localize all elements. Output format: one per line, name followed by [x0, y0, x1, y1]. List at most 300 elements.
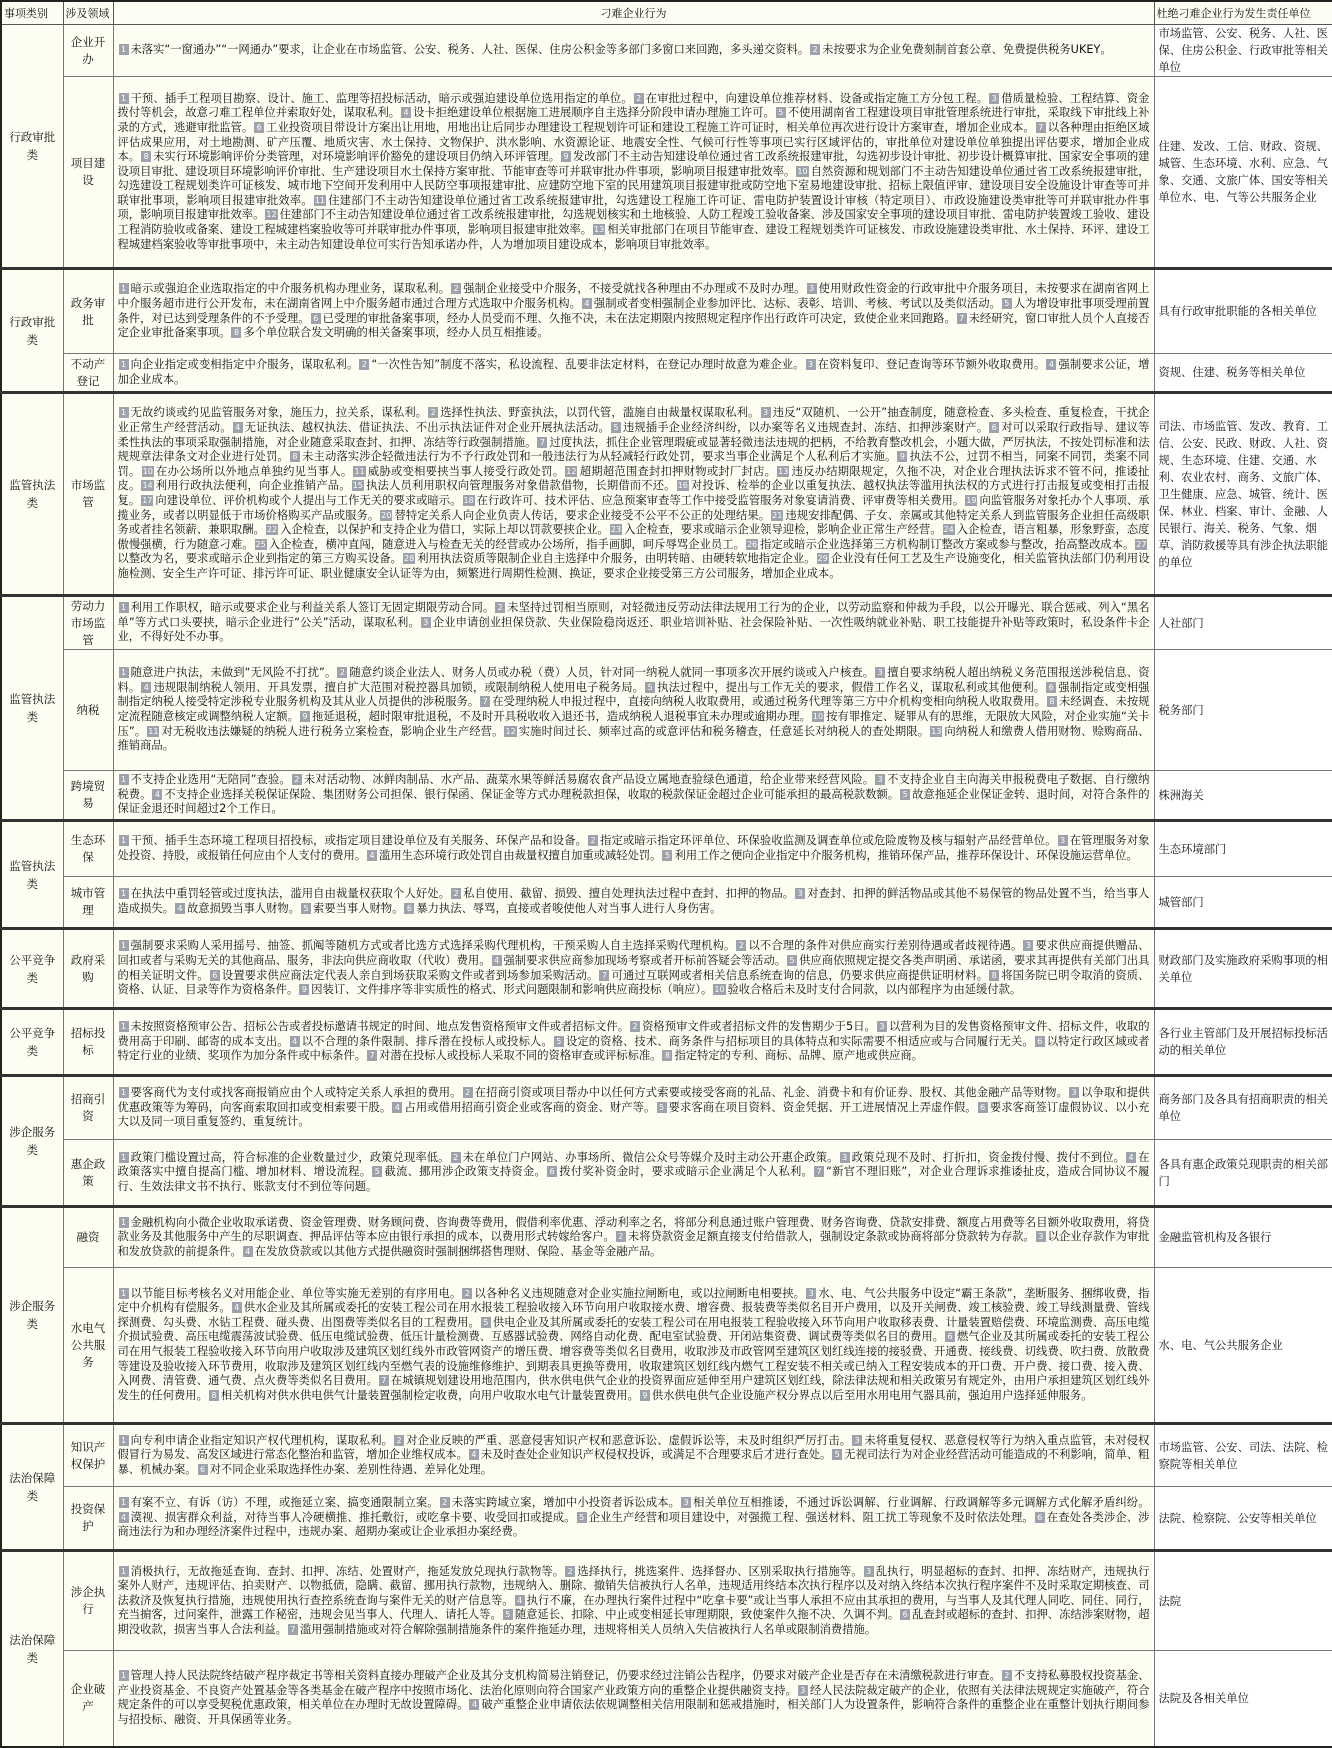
item-number-badge: 13 [594, 225, 605, 235]
behavior-item: 滥用强制措施或对符合解除强制措施条件的案件拖延办理，违规将相关人员纳入失信被执行人名单或限制消费措施。 [299, 1622, 877, 1636]
header-responsible: 杜绝刁难企业行为发生责任单位 [1154, 1, 1332, 25]
behavior-item: 在执法中重罚轻管或过度执法，滥用自由裁量权获取个人好处。 [130, 887, 451, 901]
behavior-item: 按有罪推定、疑罪从有的思维，无限放大风险，对企业实施“关卡压”。 [117, 710, 1150, 738]
behavior-item: 在资料复印、登记查询等环节额外收取费用。 [817, 357, 1046, 371]
field-cell: 水电气公共服务 [63, 1268, 113, 1424]
behavior-item: 工业投资项目带设计方案出让用地，用地出让后同步办理建设工程规划许可证和建设工程施工许可证时，相关单位再次进行设计方案审查，增加企业成本。 [266, 120, 1035, 134]
behavior-item: 利用工作之便向企业指定中介服务机构，推销环保产品，推荐环保设计、环保设施运营单位。 [674, 849, 1138, 862]
item-number-badge: 5 [657, 1102, 667, 1113]
item-number-badge: 5 [372, 1166, 382, 1177]
table-row [1, 269, 1332, 354]
behavior-item: 未经调查、未按规定流程随意核定或调整纳税人定额。 [117, 695, 1150, 723]
behavior-item: 强制企业接受中介服务，不接受就找各种理由不办理或不及时办理。 [463, 282, 806, 296]
behavior-item: 随意进户执法，未做到“无风险不打扰”。 [130, 666, 337, 680]
behavior-item: 破产重整企业申请依法依规调整相关信用限制和惩戒措施时，相关部门人为设置条件，影响符合条件的重整企业在重整计划执行期间参与招投标、融资、开具保函等业务。 [117, 1698, 1150, 1726]
behavior-item: 不支持企业选择关税保证保险、集团财务公司担保、银行保函、保证金等方式办理税款担保，收取的税款保证金超过企业可能承担的最高税款数额。 [164, 787, 900, 801]
behavior-item: 利用工作职权，暗示或要求企业与利益关系人签订无固定期限劳动合同。 [130, 601, 495, 615]
item-number-badge: 4 [141, 682, 151, 693]
item-number-badge: 5 [554, 1036, 564, 1047]
field-cell: 劳动力市场监管 [63, 596, 113, 650]
behavior-item: 对潜在投标人或投标人采取不同的资格审查或评标标准。 [379, 1049, 662, 1063]
behavior-item: 供电企业及其所属或委托的安装工程公司在用电报装工程验收接入环节向用户收取移表费、计量装置赔偿费、环境监测费、高压电缆介损试验费、高压电缆震荡波试验费、低压电缆试验费、低压计量检测费、互感器试验费、网络自动化费、配电室试验费、开闭站集资费、调试费等类似名目的费用。 [117, 1315, 1150, 1344]
item-number-badge: 16 [677, 481, 688, 491]
item-number-badge: 6 [198, 1464, 208, 1475]
category-cell: 法治保障类 [1, 1551, 63, 1747]
item-number-badge: 4 [232, 1302, 242, 1313]
behavior-item: 无证执法、越权执法、借证执法、不出示执法证件对企业开展执法活动。 [244, 421, 610, 435]
behavior-item: 向纳税人和缴费人借用财物、赊购商品、推销商品。 [117, 724, 1150, 753]
behavior-item: 执法过程中，提出与工作无关的要求，假借工作名义，谋取私利或其他便利。 [657, 680, 1046, 694]
behavior-item: 以营利为目的发售资格预审文件、招标文件，收取的费用高于印刷、邮寄的成本支出。 [117, 1020, 1150, 1048]
item-number-badge: 5 [481, 1317, 491, 1328]
item-number-badge: 5 [832, 1449, 842, 1460]
field-cell: 纳税 [63, 650, 113, 771]
item-number-badge: 8 [141, 151, 151, 162]
item-number-badge: 2 [440, 1497, 450, 1508]
table-row [1, 77, 1332, 269]
field-cell: 招标投标 [63, 1009, 113, 1076]
responsible-unit-cell: 法院及各相关单位 [1154, 1651, 1332, 1747]
item-number-badge: 2 [616, 1231, 626, 1242]
item-number-badge: 11 [314, 195, 325, 205]
behavior-item: 未落实“一窗通办”“一网通办”要求，让企业在市场监管、公安、税务、人社、医保、住房公积金等多部门多窗口来回跑，多头递交资料。 [130, 43, 810, 57]
field-cell: 项目建设 [63, 77, 113, 269]
behavior-item: 要求客商在项目资料、资金凭据、开工进展情况上弄虚作假。 [668, 1100, 977, 1114]
item-number-badge: 8 [989, 970, 999, 981]
responsible-unit-cell: 资规、住建、税务等相关单位 [1154, 354, 1332, 393]
behavior-item: 违规安排配偶、子女、亲属或其他特定关系人到监管服务企业担任高级职务或者挂名领薪、兼职取酬。 [117, 508, 1150, 537]
category-cell: 监管执法类 [1, 821, 63, 929]
behavior-item: 故意损毁当事人财物。 [187, 902, 300, 915]
behavior-item: 违反“双随机、一公开”抽查制度，随意检查、多头检查、重复检查，干扰企业正常生产经营活动。 [117, 406, 1150, 435]
behavior-item: 入企检查，以保护和支持企业为借口，实际上却以罚款要挟企业。 [280, 523, 609, 537]
behavior-item: 有案不立、有诉（访）不理，或拖延立案、搞变通限制立案。 [130, 1496, 439, 1510]
table-row [1, 1651, 1332, 1747]
behavior-item: 选择执行，挑选案件、选择督办、区别采取执行措施等。 [577, 1564, 863, 1578]
behavior-item: 设卡拒绝建设单位根据施工进展顺序自主选择分阶段申请办理施工许可。 [413, 106, 775, 120]
field-cell: 涉企执行 [63, 1551, 113, 1651]
behavior-item: 强制指定或变相强制指定纳税人接受特定涉税专业服务机构及其从业人员提供的涉税服务。 [117, 680, 1150, 709]
item-number-badge: 1 [119, 44, 129, 55]
item-number-badge: 5 [1002, 298, 1012, 309]
item-number-badge: 4 [1126, 1152, 1136, 1163]
item-number-badge: 2 [810, 44, 820, 55]
behavior-item: 相关审批部门在项目节能审查、建设工程规划类许可证核发、市政设施建设类审批、水土保持、环评、建设工程城建档案验收等审批事项中，未主动告知建设单位可实行告知承诺办件，人为增加项目建设成本，影响项目审批效率。 [117, 223, 1150, 251]
table-row [1, 1268, 1332, 1424]
item-number-badge: 4 [515, 1595, 525, 1606]
behavior-item: 未及时查处企业知识产权侵权投诉，或满足不合理要求后才进行查处。 [480, 1448, 832, 1462]
item-number-badge: 3 [875, 667, 885, 678]
item-number-badge: 1 [119, 667, 129, 678]
behavior-item: 发改部门不主动告知建设单位通过省工改系统报建审批，勾选初步设计审批、初步设计概算审批、国家安全事项的建设项目审批、建设项目环境影响评价审批、生产建设项目水土保持方案审批、节能审查等可并联审批办件事项，影响项目报建审批效率。 [117, 150, 1150, 178]
table-row [1, 354, 1332, 393]
behavior-item: 未按照资格预审公告、招标公告或者投标邀请书规定的时间、地点发售资格预审文件或者招标文件。 [130, 1020, 630, 1034]
item-number-badge: 7 [537, 437, 547, 448]
item-number-badge: 21 [772, 510, 783, 520]
category-cell: 公平竞争类 [1, 1009, 63, 1076]
item-number-badge: 2 [1002, 1670, 1012, 1681]
item-number-badge: 29 [817, 554, 828, 564]
item-number-badge: 4 [401, 107, 411, 118]
category-cell: 涉企服务类 [1, 1207, 63, 1424]
behavior-item: 多个单位联合发文明确的相关备案事项，经办人员互相推诿。 [243, 326, 549, 340]
behavior-item: 未主动落实涉企轻微违法行为不予行政处罚和一般违法行为从轻减轻行政处罚，要求当事企业满足个人私利后才实施。 [301, 450, 897, 464]
table-row [1, 1009, 1332, 1076]
item-number-badge: 3 [989, 93, 999, 104]
behavior-item: 指定或暗示指定环评单位、环保验收监测及调查单位或危险废物及核与辐射产品经营单位。 [600, 834, 1057, 848]
behavior-item: 企业生产经营和项目建设中，对强揽工程、强送材料、阻工扰工等现象不及时依法处理。 [588, 1510, 1034, 1524]
item-number-badge: 6 [210, 970, 220, 981]
responsible-unit-cell: 水、电、气公共服务企业 [1154, 1268, 1332, 1424]
behavior-item: 未将重复侵权、恶意侵权等行为纳入重点监管，未对侵权假冒行为易发、高发区域进行常态化整治和监管，增加企业维权成本。 [117, 1433, 1150, 1462]
behavior-item: 占用或借用招商引资企业或客商的资金、财产等。 [404, 1100, 656, 1114]
item-number-badge: 1 [119, 283, 129, 294]
field-cell: 融资 [63, 1207, 113, 1268]
table-row [1, 1424, 1332, 1487]
item-number-badge: 7 [367, 1050, 377, 1061]
item-number-badge: 8 [290, 451, 300, 462]
behavior-cell [113, 650, 1154, 771]
behavior-item: 以企业存款作为审批和发放贷款的前提条件。 [117, 1230, 1150, 1258]
behavior-item: 指定特定的专利、商标、品牌、原产地或供应商。 [674, 1049, 924, 1063]
behavior-item: “新官不理旧账”，对企业合理诉求推诿扯皮，造成合同协议不履行、生效法律文书不执行、账款支付不到位等问题。 [117, 1165, 1150, 1193]
item-number-badge: 2 [428, 407, 438, 418]
field-cell: 招商引资 [63, 1076, 113, 1140]
table-body [1, 25, 1332, 1747]
behavior-item: 乱执行，明显超标的查封、扣押、冻结财产，违规执行案外人财产，违规评估、拍卖财产、以物抵债，隐瞒、截留、挪用执行款物，违规纳入、删除、撤销失信被执行人名单，违规适用终结本次执行程序以及对纳入终结本次执行程序案件不及时采取定期核查、司法救济及恢复执行措施，违规使用执行查控系统查询与案件无关的财产信息等。 [117, 1564, 1150, 1607]
behavior-cell [113, 929, 1154, 1009]
item-number-badge: 8 [209, 1390, 219, 1401]
behavior-item: 未将贷款资金足额直接支付给借款人，强制设定条款或协商将部分贷款转为存款。 [627, 1230, 1035, 1244]
item-number-badge: 20 [381, 510, 392, 520]
behavior-item: 消极执行，无故拖延查询、查封、扣押、冻结、处置财产，拖延发放兑现执行款物等。 [130, 1564, 565, 1578]
behavior-item: 水、电、气公共服务中设定“霸王条款”，垄断服务、捆绑收费，指定中介机构有偿服务。 [117, 1286, 1150, 1315]
item-number-badge: 3 [1036, 1231, 1046, 1242]
category-cell: 监管执法类 [1, 393, 63, 596]
behavior-item: 设定的资格、技术、商务条件与招标项目的具体特点和实际需要不相适应或与合同履行无关。 [565, 1034, 1034, 1048]
item-number-badge: 7 [379, 1375, 389, 1386]
behavior-item: 企业申请创业担保贷款、失业保险稳岗返还、职业培训补贴、社会保险补贴、一次性吸纳就业补贴、职工技能提升补贴等政策时，私设条件卡企业，不得好处不办事。 [117, 615, 1150, 644]
item-number-badge: 3 [1069, 1087, 1079, 1098]
item-number-badge: 3 [761, 407, 771, 418]
behavior-item: 人为增设审批事项受理前置条件，对已达到受理条件的不予受理。 [117, 296, 1150, 325]
item-number-badge: 4 [392, 1102, 402, 1113]
item-number-badge: 2 [394, 1435, 404, 1446]
behavior-item: 未落实跨域立案，增加中小投资者诉讼成本。 [451, 1496, 681, 1510]
behavior-cell [113, 771, 1154, 821]
category-cell: 涉企服务类 [1, 1076, 63, 1207]
item-number-badge: 18 [463, 496, 474, 505]
behavior-item: 以整改为名，要求或暗示企业到指定的第三方购买设备。 [117, 552, 403, 566]
item-number-badge: 11 [354, 466, 365, 476]
behavior-item: 强制要求供应商参加现场考察或者开标前答疑会等活动。 [503, 953, 787, 967]
behavior-item: 未经研究，窗口审批人员个人直接否定企业审批备案事项。 [117, 311, 1150, 340]
behavior-item: 索要当事人财物。 [312, 902, 404, 915]
behavior-item: 干预、插手工程项目勘察、设计、施工、监理等招投标活动，暗示或强迫建设单位选用指定的单位。 [130, 91, 633, 105]
behavior-item: 向企业指定或变相指定中介服务，谋取私利。 [130, 357, 359, 371]
behavior-item: 在招商引资或项目帮办中以任何方式索要或接受客商的礼品、礼金、消费卡和有价证券、股权、其他金融产品等财物。 [474, 1086, 1069, 1100]
item-number-badge: 1 [119, 835, 129, 846]
item-number-badge: 7 [957, 313, 967, 324]
item-number-badge: 7 [288, 1624, 298, 1635]
behavior-item: 向监管服务对象托办个人事项、承揽业务，或者以明显低于市场价格购买产品或服务。 [117, 494, 1150, 522]
item-number-badge: 3 [806, 1288, 816, 1299]
responsible-unit-cell: 市场监管、公安、司法、法院、检察院等相关单位 [1154, 1424, 1332, 1487]
item-number-badge: 2 [359, 359, 369, 370]
item-number-badge: 4 [152, 789, 162, 800]
header-field: 涉及领域 [63, 1, 113, 25]
item-number-badge: 3 [877, 1021, 887, 1032]
item-number-badge: 2 [495, 602, 505, 613]
behavior-item: 不支持企业自主向海关申报税费电子数据、自行缴纳税费。 [117, 773, 1150, 801]
field-cell: 不动产登记 [63, 354, 113, 393]
behavior-item: 拨付奖补资金时，要求或暗示企业满足个人私利。 [559, 1165, 814, 1179]
item-number-badge: 2 [292, 774, 302, 785]
item-number-badge: 4 [175, 903, 185, 914]
responsible-unit-cell: 金融监管机构及各银行 [1154, 1207, 1332, 1268]
behavior-item: 对不同企业采取选择性办案、差别性待遇、差异化处理。 [209, 1462, 493, 1476]
item-number-badge: 1 [119, 1288, 129, 1299]
item-number-badge: 9 [300, 711, 310, 722]
item-number-badge: 6 [945, 1331, 955, 1342]
behavior-item: 随意延长、扣除、中止或变相延长审理期限，致使案件久拖不决、久调不判。 [514, 1608, 900, 1622]
behavior-item: 入企检查，语言粗暴，形象野蛮，态度傲慢强横，行为随意刁难。 [117, 523, 1150, 551]
item-number-badge: 2 [463, 1087, 473, 1098]
behavior-item: 替特定关系人向企业负责人传话，要求企业接受不公平不公正的处理结果。 [394, 508, 771, 522]
category-cell: 行政审批类 [1, 25, 63, 269]
item-number-badge: 3 [806, 359, 816, 370]
behavior-item: 无视司法行为对企业经营活动可能造成的不利影响，简单、粗暴、机械办案。 [117, 1448, 1150, 1476]
behavior-item: 私自使用、截留、损毁、擅自处理执法过程中查封、扣押的物品。 [463, 887, 795, 901]
behavior-item: 要求供应商提供赠品、回扣或者与采购无关的其他商品、服务，非法向供应商收取（代收）费用。 [117, 939, 1150, 967]
behavior-item: 在办公场所以外地点单独约见当事人。 [155, 464, 353, 478]
responsible-unit-cell: 税务部门 [1154, 650, 1332, 771]
responsible-unit-cell: 法院、检察院、公安等相关单位 [1154, 1487, 1332, 1551]
item-number-badge: 7 [814, 1166, 824, 1177]
behavior-item: 相关单位互相推诿，不通过诉讼调解、行业调解、行政调解等多元调解方式化解矛盾纠纷。 [693, 1496, 1150, 1510]
item-number-badge: 2 [565, 1566, 575, 1577]
item-number-badge: 9 [299, 984, 309, 995]
item-number-badge: 7 [1036, 122, 1046, 133]
behavior-item: 对企业反映的严重、恶意侵害知识产权和恶意诉讼、虚假诉讼等，未及时组织严厉打击。 [406, 1433, 852, 1447]
item-number-badge: 2 [634, 93, 644, 104]
behavior-item: 利用执法资质等限制企业自主选择中介服务，由明转暗、由硬转软地指定企业。 [417, 552, 816, 566]
behavior-item: 对查封、扣押的鲜活物品或其他不易保管的物品处置不当，给当事人造成损失。 [117, 887, 1150, 915]
table-row [1, 1076, 1332, 1140]
item-number-badge: 5 [611, 422, 621, 433]
behavior-item: 政策门槛设置过高，符合标准的企业数量过少，政策兑现率低。 [130, 1150, 450, 1164]
behavior-item: 相关机构对供水供电供气计量装置强制检定收费，向用户收取水电气计量装置费用。 [220, 1388, 639, 1402]
behavior-item: 指定或暗示企业选择第三方机构制订整改方案或参与整改，抬高整改成本。 [760, 537, 1135, 551]
behavior-item: 在行政许可、技术评估、应急预案审查等工作中接受监管服务对象宴请消费、评审费等相关费用。 [476, 494, 965, 507]
item-number-badge: 3 [1058, 835, 1068, 846]
behavior-item: 资格预审文件或者招标文件的发售期少于5日。 [642, 1020, 876, 1034]
behavior-item: 强制或者变相强制企业参加评比、达标、表彰、培训、考核、考试以及类似活动。 [593, 296, 1001, 310]
item-number-badge: 3 [875, 774, 885, 785]
behavior-item: 违规限制纳税人领用、开具发票，擅自扩大范围对税控器具加锁，或限制纳税人使用电子税务局。 [153, 680, 645, 694]
item-number-badge: 9 [561, 151, 571, 162]
item-number-badge: 7 [480, 696, 490, 707]
behavior-item: 向专利申请企业指定知识产权代理机构，谋取私利。 [130, 1433, 394, 1447]
behavior-item: 利用行政执法便利，向企业推销产品。 [155, 479, 351, 493]
item-number-badge: 4 [492, 955, 502, 966]
item-number-badge: 24 [943, 525, 954, 535]
item-number-badge: 4 [469, 1449, 479, 1460]
item-number-badge: 17 [142, 496, 153, 505]
item-number-badge: 13 [778, 466, 789, 476]
item-number-badge: 1 [119, 407, 129, 418]
behavior-item: 供水企业及其所属或委托的安装工程公司在用水报装工程验收接入环节向用户收取接水费、增容费、报装费等类似名目开户费用，以及开关闸费、竣工核验费、竣工导线测量费、管线探测费、勾头费、水钻工程费、碰头费、出图费等类似名目的工程费用。 [117, 1301, 1150, 1329]
item-number-badge: 6 [978, 1102, 988, 1113]
header-category: 事项类别 [1, 1, 63, 25]
behavior-item: 暴力执法、辱骂，直接或者唆使他人对当事人进行人身伤害。 [416, 902, 722, 915]
behavior-item: 在查处各类涉企、涉商违法行为和办理经济案件过程中，违规办案、超期办案或让企业承担办案经费。 [117, 1510, 1150, 1539]
item-number-badge: 10 [812, 712, 824, 721]
behavior-cell [113, 393, 1154, 596]
behavior-cell [113, 1076, 1154, 1140]
behavior-item: 金融机构向小微企业收取承诺费、资金管理费、财务顾问费、咨询费等费用，假借利率优惠、浮动利率之名，将部分利息通过账户管理费、财务咨询费、贷款安排费、额度占用费等名目额外收取费用，将贷款业务及其他服务中产生的尽职调查、押品评估等本应由银行承担的成本，以费用形式转嫁给客户。 [117, 1215, 1150, 1244]
responsible-unit-cell: 具有行政审批职能的各相关单位 [1154, 269, 1332, 354]
behavior-cell [113, 25, 1154, 77]
behavior-item: 未对活动物、冰鲜肉制品、水产品、蔬菜水果等鲜活易腐农食产品设立属地查验绿色通道，给企业带来经营风险。 [303, 773, 875, 787]
item-number-badge: 4 [582, 298, 592, 309]
behavior-item: 住建部门不主动告知建设单位通过省工改系统报建审批，勾选建设工程施工许可证、雷电防护装置设计审核（特定项目）、市政设施建设类审批等可并联审批办件事项，影响项目报建审批效率。 [117, 193, 1150, 222]
responsible-unit-cell: 财政部门及实施政府采购事项的相关单位 [1154, 929, 1332, 1009]
item-number-badge: 1 [119, 602, 129, 613]
behavior-item: 选择性执法、野蛮执法，以罚代管，滥施自由裁量权谋取私利。 [440, 406, 760, 420]
behavior-cell [113, 1487, 1154, 1551]
behavior-item: 以不合理的条件限制、排斥潜在投标人或投标人。 [301, 1034, 553, 1048]
behavior-item: 未坚持过罚相当原则，对轻微违反劳动法律法规用工行为的企业，以劳动监察和仲裁为手段，以公开曝光、联合惩戒、列入“黑名单”等方式口头要挟，暗示企业进行“公关”活动，谋取私利。 [117, 601, 1150, 629]
item-number-badge: 1 [119, 1435, 129, 1446]
item-number-badge: 2 [630, 1021, 640, 1032]
behavior-item: 截流、挪用涉企政策支持资金。 [384, 1165, 547, 1179]
item-number-badge: 6 [254, 122, 264, 133]
item-number-badge: 3 [852, 1435, 862, 1446]
behavior-cell [113, 877, 1154, 929]
table-row [1, 821, 1332, 877]
item-number-badge: 9 [640, 1390, 650, 1401]
item-number-badge: 2 [736, 940, 746, 951]
item-number-badge: 5 [577, 1512, 587, 1523]
behavior-item: 在审批过程中，向建设单位推荐材料、设备或指定施工方分包工程。 [645, 91, 989, 105]
item-number-badge: 1 [119, 888, 129, 899]
behavior-item: 借质量检验、工程结算、资金拨付等机会，故意刁难工程单位并索取好处，谋取私利。 [117, 91, 1150, 120]
behavior-item: 威胁或变相要挟当事人接受行政处罚。 [367, 464, 565, 478]
field-cell: 市场监管 [63, 393, 113, 596]
item-number-badge: 10 [797, 166, 808, 176]
behavior-item: 以特定行政区域或者特定行业的业绩、奖项作为加分条件或中标条件。 [117, 1034, 1150, 1063]
item-number-badge: 6 [989, 422, 999, 433]
field-cell: 企业破产 [63, 1651, 113, 1747]
item-number-badge: 25 [255, 539, 266, 549]
behavior-item: 以各种理由拒绝区域评估成果应用，对土地勘测、矿产压覆、地质灾害、水土保持、文物保护、洪水影响、水资源论证、地震安全性、气候可行性等事项已实行区域评估的，审批单位对建设单位单独提出评估要求，增加企业成本。 [117, 120, 1150, 164]
behavior-item: 故意拖延企业保证金转、退时间，对符合条件的保证金退还时间超过2个工作日。 [117, 787, 1150, 816]
item-number-badge: 10 [714, 985, 725, 995]
behavior-item: 政策兑现不及时、打折扣，资金拨付慢、拨付不到位。 [851, 1150, 1126, 1164]
item-number-badge: 4 [233, 422, 243, 433]
behavior-item: 以争取和提供优惠政策等为筹码，向客商索取回扣或变相索要干股。 [117, 1086, 1150, 1114]
behavior-item: 超期超范围查封扣押财物或封厂封店。 [579, 464, 777, 478]
behavior-item: 入企检查，横冲直闯，随意进入与检查无关的经营或办公场所，指手画脚，呵斥辱骂企业员工。 [268, 537, 745, 551]
item-number-badge: 2 [451, 888, 461, 899]
behavior-item: 在发放贷款或以其他方式提供融资时强制捆绑搭售理财、保险、基金等金融产品。 [254, 1244, 662, 1258]
table-row [1, 877, 1332, 929]
item-number-badge: 3 [864, 1566, 874, 1577]
table-row [1, 1207, 1332, 1268]
item-number-badge: 4 [1046, 359, 1056, 370]
item-number-badge: 26 [746, 539, 758, 549]
behavior-item: 不支持企业选用“无陪同”查验。 [130, 773, 291, 787]
item-number-badge: 3 [798, 1685, 808, 1696]
table-row [1, 929, 1332, 1009]
behavior-item: 因装订、文件排序等非实质性的格式、形式问题限制和影响供应商投标（响应）。 [311, 983, 713, 997]
header-behavior: 刁难企业行为 [113, 1, 1154, 25]
item-number-badge: 2 [337, 667, 347, 678]
behavior-item: 要求客商签订虚假协议、以小充大以及同一项目重复签约、重复统计。 [117, 1100, 1150, 1129]
behavior-item: 未按要求为企业免费刻制首套公章、免费提供税务UKEY。 [822, 43, 1112, 57]
behavior-item: 未在单位门户网站、办事场所、微信公众号等媒介及时主动公开惠企政策。 [462, 1150, 839, 1164]
item-number-badge: 5 [645, 682, 655, 693]
behavior-item: 在受理纳税人申报过程中，直接向纳税人收取费用，或通过税务代理等第三方中介机构变相向纳税人收取费用。 [492, 695, 1047, 709]
behavior-item: 执行不廉，在办理执行案件过程中“吃拿卡要”或让当事人承担不应由其承担的费用，与当事人及其代理人同吃、同住、同行，充当掮客，过问案件，泄露工作秘密，违规会见当事人、代理人、请托人等。 [117, 1593, 1150, 1622]
behavior-item: 未实行环境影响评价分类管理，对环境影响评价豁免的建设项目仍纳入环评管理。 [153, 150, 561, 164]
behavior-cell [113, 1207, 1154, 1268]
item-number-badge: 3 [421, 617, 431, 628]
behavior-cell [113, 1268, 1154, 1424]
table-row [1, 771, 1332, 821]
item-number-badge: 15 [352, 481, 363, 491]
item-number-badge: 13 [931, 726, 942, 736]
item-number-badge: 12 [266, 210, 277, 220]
field-cell: 投资保护 [63, 1487, 113, 1551]
behavior-cell [113, 1140, 1154, 1207]
responsible-unit-cell: 城管部门 [1154, 877, 1332, 929]
table-header-row [1, 1, 1332, 25]
item-number-badge: 1 [119, 940, 129, 951]
behavior-item: 随意约谈企业法人、财务人员或办税（费）人员，针对同一纳税人就同一事项多次开展约谈或入户核查。 [349, 666, 875, 680]
behavior-cell [113, 354, 1154, 393]
behavior-item: 对投诉、检举的企业以重复执法、越权执法等滥用执法权的方式进行打击报复或变相打击报复。 [117, 479, 1150, 507]
item-number-badge: 3 [1023, 940, 1033, 951]
item-number-badge: 23 [610, 525, 622, 535]
field-cell: 政务审批 [63, 269, 113, 354]
item-number-badge: 27 [1136, 539, 1147, 549]
field-cell: 城市管理 [63, 877, 113, 929]
item-number-badge: 5 [301, 903, 311, 914]
behavior-item: “一次性告知”制度不落实，私设流程、乱要非法定材料，在登记办理时故意为难企业。 [371, 357, 805, 371]
behavior-item: 验收合格后未及时支付合同款，以内部程序为由延缓付款。 [727, 983, 1022, 997]
category-cell: 公平竞争类 [1, 929, 63, 1009]
behavior-item: 强制要求采购人采用摇号、抽签、抓阄等随机方式或者比选方式选择采购代理机构，干预采购人自主选择采购代理机构。 [130, 939, 736, 953]
item-number-badge: 4 [290, 1036, 300, 1047]
item-number-badge: 6 [1035, 1512, 1045, 1523]
category-cell: 监管执法类 [1, 596, 63, 821]
item-number-badge: 14 [142, 481, 153, 491]
behavior-item: 执法人员利用职权向管理服务对象借款借物，长期借而不还。 [365, 479, 676, 493]
behavior-item: 拖延退税，超时限审批退税，不及时开具税收收入退还书，造成纳税人退税事宜未办理或逾期办理。 [311, 710, 811, 723]
category-cell: 法治保障类 [1, 1424, 63, 1551]
behavior-item: 将国务院已明令取消的资质、资格、认证、目录等作为资格条件。 [117, 968, 1150, 997]
item-number-badge: 3 [681, 1497, 691, 1508]
behavior-cell [113, 821, 1154, 877]
item-number-badge: 28 [404, 554, 415, 564]
responsible-unit-cell: 各行业主管部门及开展招标投标活动的相关单位 [1154, 1009, 1332, 1076]
item-number-badge: 5 [776, 107, 786, 118]
item-number-badge: 1 [119, 359, 129, 370]
behavior-item: 企业没有任何工艺及生产设施变化，相关监管执法部门仍利用设施检测、安全生产许可证、排污许可证、职业健康安全认证等为由，频繁进行周期性检测、换证，要求企业接受第三方公司服务，增加企业成本。 [117, 552, 1150, 580]
behavior-item: 在城镇规划建设用地范围内，供水供电供气企业的投资界面应延伸至用户建筑区划红线，除法律法规和相关政策另有规定外，由用户承担建筑区划红线外发生的任何费用。 [117, 1374, 1150, 1402]
